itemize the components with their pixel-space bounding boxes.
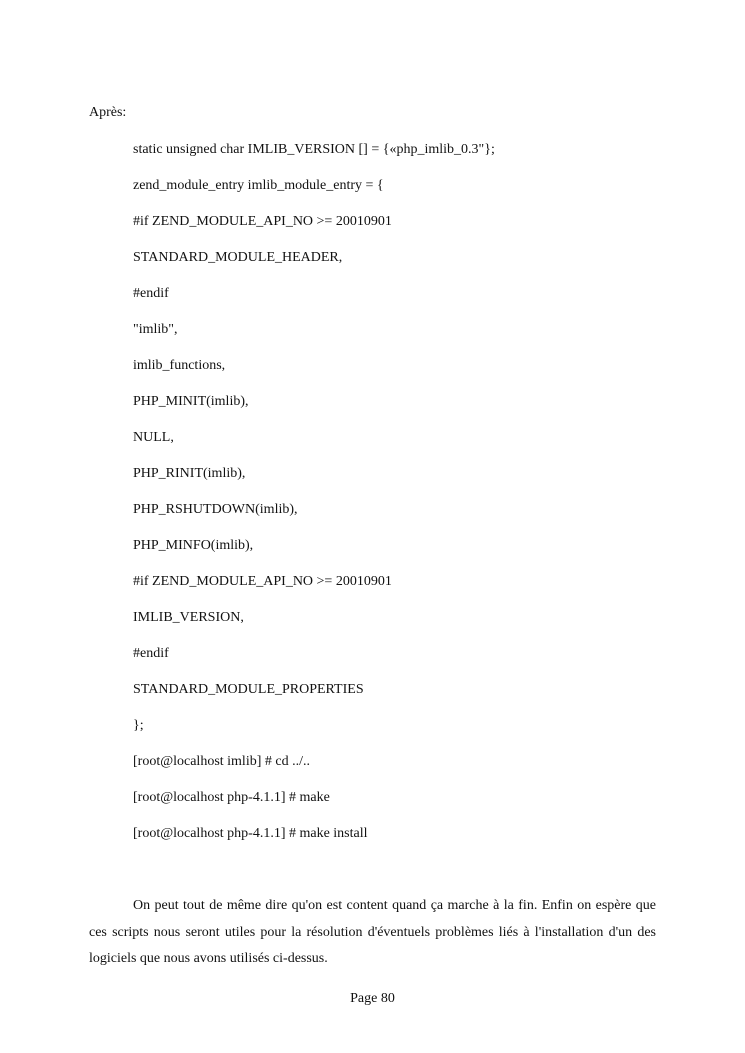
code-line: };: [133, 718, 144, 733]
code-line: [root@localhost imlib] # cd ../..: [133, 754, 310, 769]
code-line: PHP_MINIT(imlib),: [133, 394, 249, 409]
code-line: "imlib",: [133, 322, 178, 337]
code-line: [root@localhost php-4.1.1] # make install: [133, 826, 368, 841]
code-line: imlib_functions,: [133, 358, 226, 373]
code-line: PHP_RSHUTDOWN(imlib),: [133, 502, 298, 517]
code-line: #endif: [133, 286, 169, 301]
code-line: #if ZEND_MODULE_API_NO >= 20010901: [133, 214, 392, 229]
code-line: STANDARD_MODULE_PROPERTIES: [133, 682, 364, 697]
code-line: #if ZEND_MODULE_API_NO >= 20010901: [133, 574, 392, 589]
body-paragraph: On peut tout de même dire qu'on est content quand ça marche à la fin. Enfin on espère que ces scripts nous seront utiles pour la résolution d'éventuels problèmes liés à l'installation d'un des logiciels que nous avons utilisés ci-dessus.: [89, 898, 656, 966]
code-line: #endif: [133, 646, 169, 661]
code-line: PHP_RINIT(imlib),: [133, 466, 246, 481]
code-line: zend_module_entry imlib_module_entry = {: [133, 178, 384, 193]
code-line: STANDARD_MODULE_HEADER,: [133, 250, 343, 265]
section-heading: Après:: [89, 105, 127, 120]
code-line: static unsigned char IMLIB_VERSION [] = {«php_imlib_0.3"};: [133, 142, 495, 157]
code-block: [133, 142, 495, 862]
code-line: PHP_MINFO(imlib),: [133, 538, 254, 553]
code-line: [root@localhost php-4.1.1] # make: [133, 790, 330, 805]
page-number: Page 80: [350, 991, 395, 1006]
code-line: IMLIB_VERSION,: [133, 610, 244, 625]
code-line: NULL,: [133, 430, 174, 445]
